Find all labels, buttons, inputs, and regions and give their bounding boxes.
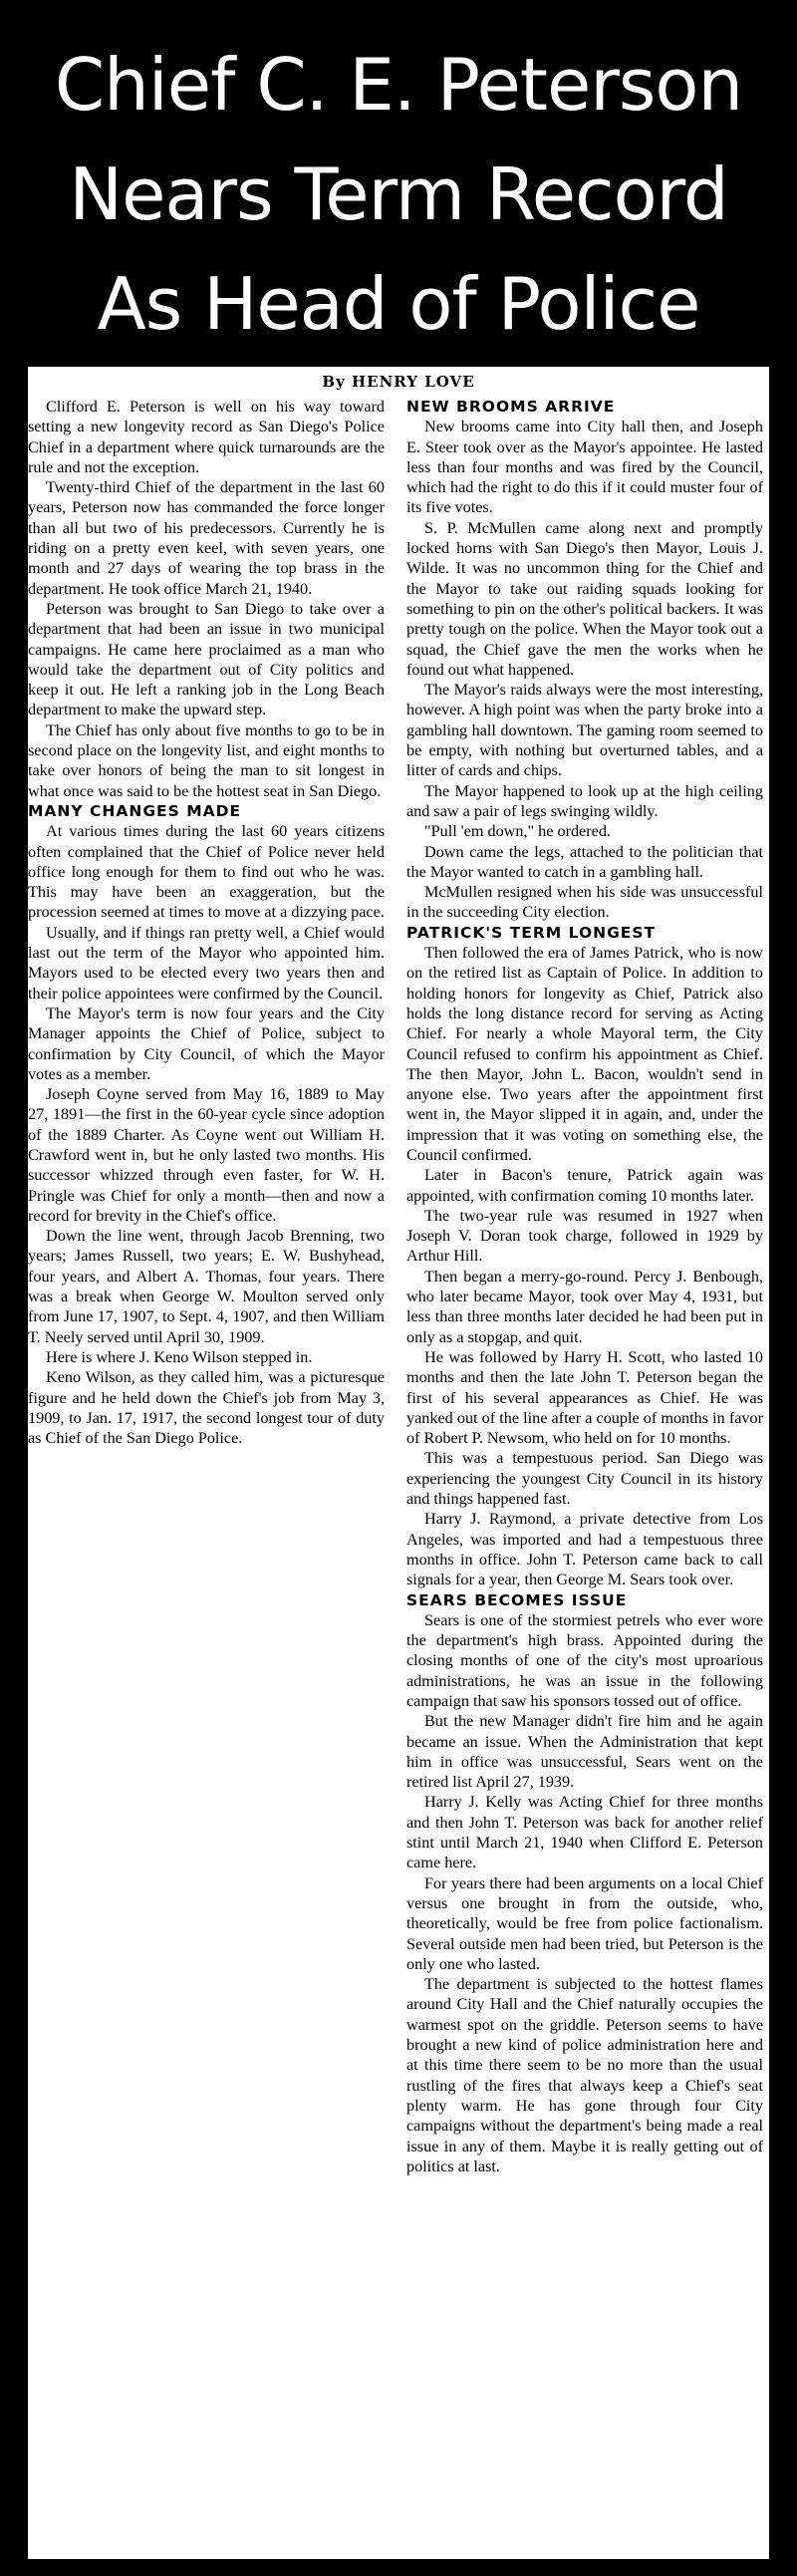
headline-line-3: As Head of Police	[97, 262, 700, 346]
paragraph: Then began a merry-go-round. Percy J. Benbough, who later became Mayor, took over May 4, 1931, but less than three months later decided he had been put in only as a stopgap, and quit.	[406, 1267, 763, 1346]
paragraph: The Mayor's raids always were the most interesting, however. A high point was when the party broke into a gambling hall downtown. The gaming room seemed to be empty, with nothing but overturned tables, and a litter of cards and chips.	[406, 681, 763, 780]
paragraph: Peterson was brought to San Diego to take over a department that had been an issue in two municipal campaigns. He came here proclaimed as a man who would take the department out of City politics and keep it out. He left a ranking job in the Long Beach department to make the upward step.	[28, 599, 385, 719]
paragraph: Then followed the era of James Patrick, who is now on the retired list as Captain of Police. In addition to holding honors for longevity as Chief, Patrick also holds the long distance record for serving as Acting Chief. For nearly a whole Mayoral term, the City Council refused to confirm his appointment as Chief. The then Mayor, John L. Bacon, wouldn't send in anyone else. Two years after the appointment first went in, the Mayor slipped it in again, and, under the impression that it was voting on something else, the Council confirmed.	[406, 944, 763, 1164]
article-body	[28, 367, 769, 2559]
paragraph: He was followed by Harry H. Scott, who lasted 10 months and then the late John T. Peterson began the first of his several appearances as Chief. He was yanked out of the line after a couple of months in favor of Robert P. Newsom, who held on for 10 months.	[406, 1347, 763, 1448]
paragraph: McMullen resigned when his side was unsuccessful in the succeeding City election.	[406, 883, 763, 922]
paragraph: The department is subjected to the hottest flames around City Hall and the Chief naturally occupies the warmest spot on the griddle. Peterson seems to have brought a new kind of police administration here and at this time there seem to be no more than the usual rustling of the fires that always keep a Chief's seat plenty warm. He has gone through four City campaigns without the department's being made a real issue in any of them. Maybe it is really getting out of politics at last.	[406, 1975, 763, 2175]
paragraph: Usually, and if things ran pretty well, a Chief would last out the term of the Mayor who appointed him. Mayors used to be elected every two years then and their police appointees were confirmed by the Council.	[28, 923, 385, 1002]
subheading: NEW BROOMS ARRIVE	[406, 398, 616, 416]
paragraph: Twenty-third Chief of the department in the last 60 years, Peterson now has commanded the force longer than all but two of his predecessors. Currently he is riding on a pretty even keel, with seven years, one month and 27 days of wearing the top brass in the department. He took office March 21, 1940.	[28, 478, 385, 598]
paragraph: For years there had been arguments on a local Chief versus one brought in from the outside, who, theoretically, would be free from police factionalism. Several outside men had been tried, but Peterson is the only one who lasted.	[406, 1873, 763, 1973]
paragraph: Harry J. Kelly was Acting Chief for three months and then John T. Peterson was back for another relief stint until March 21, 1940 when Clifford E. Peterson came here.	[406, 1793, 763, 1872]
paragraph: Clifford E. Peterson is well on his way toward setting a new longevity record as San Diego's Police Chief in a department where quick turnarounds are the rule and not the exception.	[28, 398, 385, 476]
headline-line-2: Nears Term Record	[69, 152, 728, 236]
byline: By HENRY LOVE	[322, 373, 475, 391]
subheading: SEARS BECOMES ISSUE	[406, 1590, 628, 1609]
paragraph: Keno Wilson, as they called him, was a picturesque figure and he held down the Chief's job from May 3, 1909, to Jan. 17, 1917, the second longest tour of duty as Chief of the San Diego Police.	[28, 1368, 385, 1448]
paragraph: Joseph Coyne served from May 16, 1889 to May 27, 1891—the first in the 60-year cycle since adoption of the 1889 Charter. As Coyne went out William H. Crawford went in, but he only lasted two months. His successor whizzed through even faster, for W. H. Pringle was Chief for only a month—then and now a record for brevity in the Chief's office.	[28, 1085, 385, 1225]
paragraph: Here is where J. Keno Wilson stepped in.	[46, 1347, 313, 1366]
subheading: PATRICK'S TERM LONGEST	[406, 923, 657, 942]
paragraph: Harry J. Raymond, a private detective from Los Angeles, was imported and had a tempestuous three months in office. John T. Peterson came back to call signals for a year, then George M. Sears took over.	[406, 1510, 763, 1589]
paragraph: "Pull 'em down," he ordered.	[424, 822, 611, 841]
paragraph: But the new Manager didn't fire him and he again became an issue. When the Administration that kept him in office was unsuccessful, Sears went on the retired list April 27, 1939.	[406, 1712, 763, 1792]
paragraph: Down the line went, through Jacob Brenning, two years; James Russell, two years; E. W. Bushyhead, four years, and Albert A. Thomas, four years. There was a break when George W. Moulton served only from June 17, 1907, to Sept. 4, 1907, and then William T. Neely served until April 30, 1909.	[28, 1227, 385, 1346]
left-column	[28, 397, 385, 1448]
paragraph: The Mayor happened to look up at the high ceiling and saw a pair of legs swinging wildly.	[406, 781, 763, 820]
right-column	[406, 397, 763, 2176]
paragraph: New brooms came into City hall then, and Joseph E. Steer took over as the Mayor's appointee. He lasted less than four months and was fired by the Council, which had the right to do this if it could muster four of its five votes.	[406, 418, 763, 517]
paragraph: This was a tempestuous period. San Diego was experiencing the youngest City Council in its history and things happened fast.	[406, 1449, 763, 1509]
paragraph: The two-year rule was resumed in 1927 when Joseph V. Doran took charge, followed in 1929 by Arthur Hill.	[406, 1206, 763, 1266]
headline	[0, 30, 797, 359]
paragraph: The Mayor's term is now four years and the City Manager appoints the Chief of Police, subject to confirmation by City Council, of which the Mayor votes as a member.	[28, 1003, 385, 1083]
subheading: MANY CHANGES MADE	[28, 801, 242, 820]
paragraph: Later in Bacon's tenure, Patrick again was appointed, with confirmation coming 10 months later.	[406, 1166, 763, 1205]
paragraph: At various times during the last 60 years citizens often complained that the Chief of Police never held office long enough for them to find out who he was. This may have been an exaggeration, but the procession seemed at times to move at a dizzying pace.	[28, 822, 385, 922]
paragraph: Sears is one of the stormiest petrels who ever wore the department's high brass. Appointed during the closing months of one of the city's most uproarious administrations, he was an issue in the following campaign that saw his sponsors tossed out of office.	[406, 1610, 763, 1710]
paragraph: Down came the legs, attached to the politician that the Mayor wanted to catch in a gambling hall.	[406, 842, 763, 881]
paragraph: S. P. McMullen came along next and promptly locked horns with San Diego's then Mayor, Louis J. Wilde. It was no uncommon thing for the Chief and the Mayor to take out raiding squads looking for something to pin on the other's political backers. It was pretty tough on the police. When the Mayor took out a squad, the Chief gave the men the works when he found out what happened.	[406, 518, 763, 679]
headline-line-1: Chief C. E. Peterson	[54, 43, 743, 127]
paragraph: The Chief has only about five months to go to be in second place on the longevity list, and eight months to take over honors of being the man to sit longest in what once was said to be the hottest seat in San Diego.	[28, 720, 385, 800]
